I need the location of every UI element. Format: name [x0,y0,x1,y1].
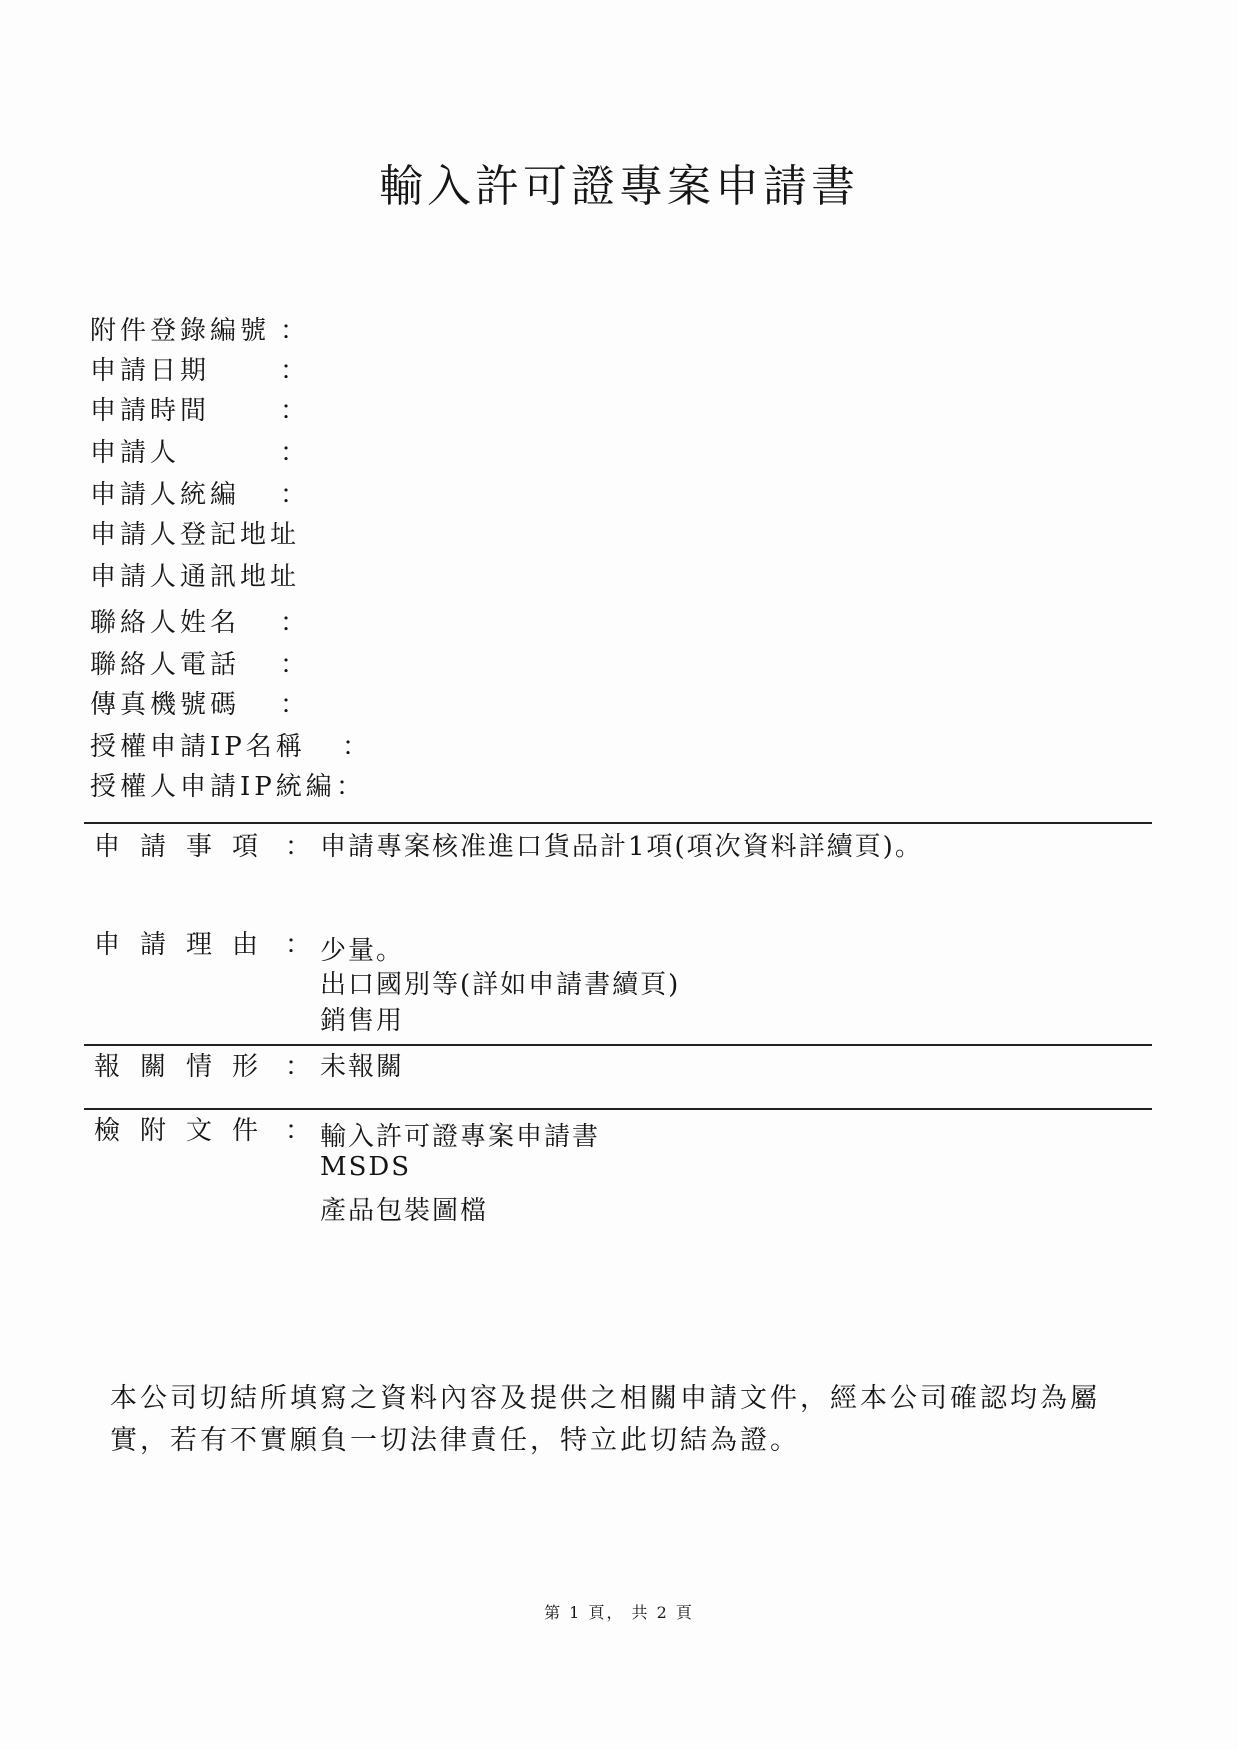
field-label: 申請人 [90,438,181,468]
field-label: 授權申請IP名稱 [90,732,306,762]
field-label: 申請人通訊地址 [90,562,301,592]
field-colon: ： [280,608,311,638]
affidavit-statement: 本公司切結所填寫之資料內容及提供之相關申請文件，經本公司確認均為屬實，若有不實願負一切法律責任，特立此切結為證。 [110,1383,1100,1456]
field-label: 申請人統編 [90,480,241,510]
field-contact-phone [90,644,311,681]
field-colon: ： [280,690,311,720]
section-line: 少量。 [320,936,405,966]
field-application-date [90,350,311,387]
field-colon: ： [280,356,311,386]
field-attachment-number [90,310,311,347]
field-registered-address [90,514,300,551]
section-line: 申請專案核准進口貨品計1項(項次資料詳續頁)。 [320,832,923,862]
field-colon: ： [280,316,311,346]
section-line: 出口國別等(詳如申請書續頁) [320,970,681,1000]
field-application-time [90,390,311,427]
field-label: 傳真機號碼 [90,690,241,720]
section-colon: ： [285,1052,312,1082]
field-colon: ： [336,772,367,802]
divider-rule [84,822,1152,824]
field-applicant-tax-id [90,474,311,511]
section-colon: ： [285,1116,312,1146]
field-label: 附件登錄編號 [90,316,271,346]
field-applicant [90,432,311,469]
section-colon: ： [285,930,312,960]
field-colon: ： [280,438,311,468]
field-label: 聯絡人電話 [90,650,241,680]
section-line: 輸入許可證專案申請書 [320,1122,601,1152]
section-line: 產品包裝圖檔 [320,1196,489,1226]
field-colon: ： [342,732,373,762]
field-fax-number [90,684,311,721]
field-colon: ： [280,480,311,510]
field-label: 聯絡人姓名 [90,608,241,638]
field-mailing-address [90,556,300,593]
field-colon: ： [280,650,311,680]
field-authorized-ip-name [90,726,373,763]
field-authorizer-ip-tax-id [90,766,367,803]
field-label: 申請日期 [90,356,211,386]
field-colon: ： [280,396,311,426]
field-label: 授權人申請IP統編 [90,772,336,802]
section-label-customs: 報關情形 [94,1052,279,1082]
section-colon: ： [285,832,312,862]
section-label-application-item: 申請事項 [94,832,279,862]
page-number: 第 1 頁， 共 2 頁 [544,1603,694,1622]
section-line: 銷售用 [320,1006,405,1036]
section-line: 未報關 [320,1052,405,1082]
field-contact-name [90,602,311,639]
section-line: MSDS [320,1152,412,1182]
section-label-reason: 申請理由 [94,930,279,960]
document-title: 輸入許可證專案申請書 [379,161,859,212]
field-label: 申請人登記地址 [90,520,301,550]
field-label: 申請時間 [90,396,211,426]
section-label-attachments: 檢附文件 [94,1116,279,1146]
